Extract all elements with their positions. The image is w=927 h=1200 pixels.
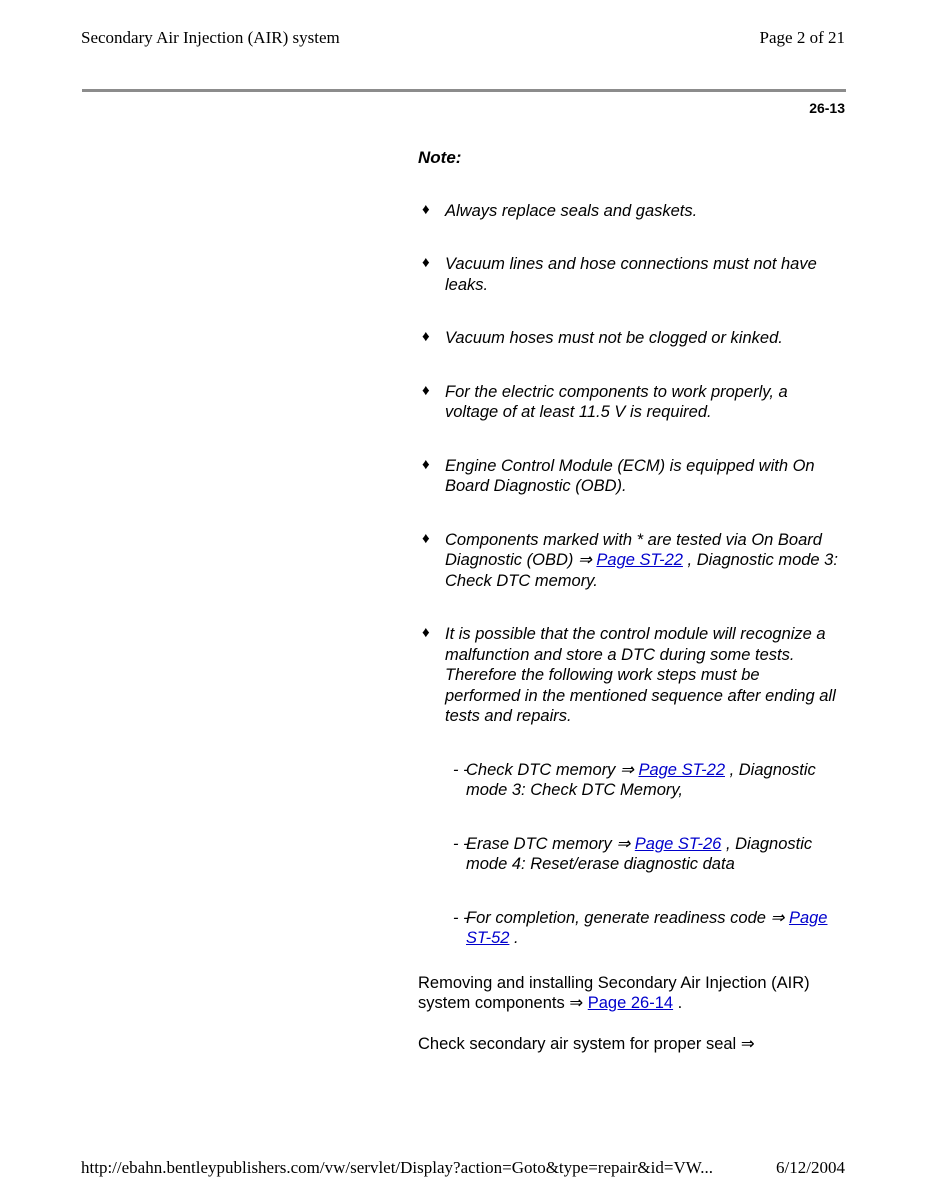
arrow-icon: ⇒ — [577, 551, 592, 569]
step-text-after: , Diagnostic mode 3: Check DTC Memory, — [466, 760, 816, 799]
arrow-icon: ⇒ — [740, 1034, 755, 1053]
step-item — [418, 908, 838, 949]
page-link[interactable]: Page ST-52 — [466, 908, 828, 947]
step-text: Erase DTC memory — [466, 834, 612, 853]
bullet-item — [418, 624, 838, 727]
step-text: For completion, generate readiness code — [466, 908, 766, 927]
step-text-after: , Diagnostic mode 4: Reset/erase diagnostic data — [466, 834, 813, 873]
page-link[interactable]: Page 26-14 — [587, 994, 674, 1012]
paragraph-text: Check secondary air system for proper seal — [418, 1034, 737, 1053]
bullet-item — [418, 382, 838, 423]
paragraph — [418, 1034, 838, 1055]
note-heading: Note: — [418, 148, 462, 167]
diamond-bullet-icon: ♦ — [422, 624, 430, 641]
bullet-text: Components marked with * are tested via On Board Diagnostic (OBD) — [445, 530, 822, 569]
arrow-icon: ⇒ — [569, 994, 584, 1012]
paragraph-text-after: . — [677, 994, 683, 1012]
step-text: Check DTC memory — [466, 760, 616, 779]
arrow-icon: ⇒ — [616, 834, 631, 853]
diamond-bullet-icon: ♦ — [422, 381, 430, 399]
bullet-item — [418, 530, 838, 592]
diamond-bullet-icon: ♦ — [422, 200, 430, 218]
step-item — [418, 760, 838, 801]
bullet-text: Vacuum hoses must not be clogged or kinked. — [445, 329, 783, 347]
bullet-text: Always replace seals and gaskets. — [445, 201, 698, 220]
bullet-text: Engine Control Module (ECM) is equipped with On Board Diagnostic (OBD). — [445, 456, 815, 495]
dash-marker: - - — [453, 760, 469, 779]
page-link[interactable]: Page ST-22 — [638, 760, 725, 779]
document-title: Secondary Air Injection (AIR) system — [81, 28, 340, 47]
footer-url: http://ebahn.bentleypublishers.com/vw/servlet/Display?action=Goto&type=repair&id=VW... — [81, 1158, 713, 1177]
arrow-icon: ⇒ — [620, 760, 634, 779]
diamond-bullet-icon: ♦ — [422, 328, 430, 345]
page-link[interactable]: Page ST-22 — [596, 551, 683, 569]
diamond-bullet-icon: ♦ — [422, 455, 430, 473]
arrow-icon: ⇒ — [770, 908, 785, 927]
page-indicator: Page 2 of 21 — [759, 28, 845, 47]
footer-date: 6/12/2004 — [776, 1158, 845, 1177]
bullet-text: For the electric components to work properly, a voltage of at least 11.5 V is required. — [445, 382, 788, 421]
bullet-text-after: , Diagnostic mode 3: Check DTC memory. — [445, 551, 838, 590]
dash-marker: - - — [453, 834, 469, 853]
bullet-item — [418, 456, 838, 497]
bullet-text: It is possible that the control module will recognize a malfunction and store a DTC during some tests. Therefore the following work steps must be performed in the mentioned sequence after ending all tests and repairs. — [445, 625, 836, 725]
bullet-item — [418, 328, 838, 349]
step-item — [418, 834, 838, 875]
bullet-text: Vacuum lines and hose connections must not have leaks. — [445, 255, 817, 294]
paragraph — [418, 973, 838, 1014]
main-content — [418, 148, 838, 1074]
header-divider — [82, 89, 846, 92]
diamond-bullet-icon: ♦ — [422, 254, 430, 271]
section-page-number: 26-13 — [809, 100, 845, 116]
page-link[interactable]: Page ST-26 — [634, 834, 722, 853]
step-text-after: . — [514, 929, 519, 947]
bullet-item — [418, 254, 838, 295]
bullet-item — [418, 201, 838, 222]
diamond-bullet-icon: ♦ — [422, 529, 430, 547]
dash-marker: - - — [453, 908, 469, 927]
paragraph-text: Removing and installing Secondary Air Injection (AIR) system components — [418, 973, 810, 1012]
